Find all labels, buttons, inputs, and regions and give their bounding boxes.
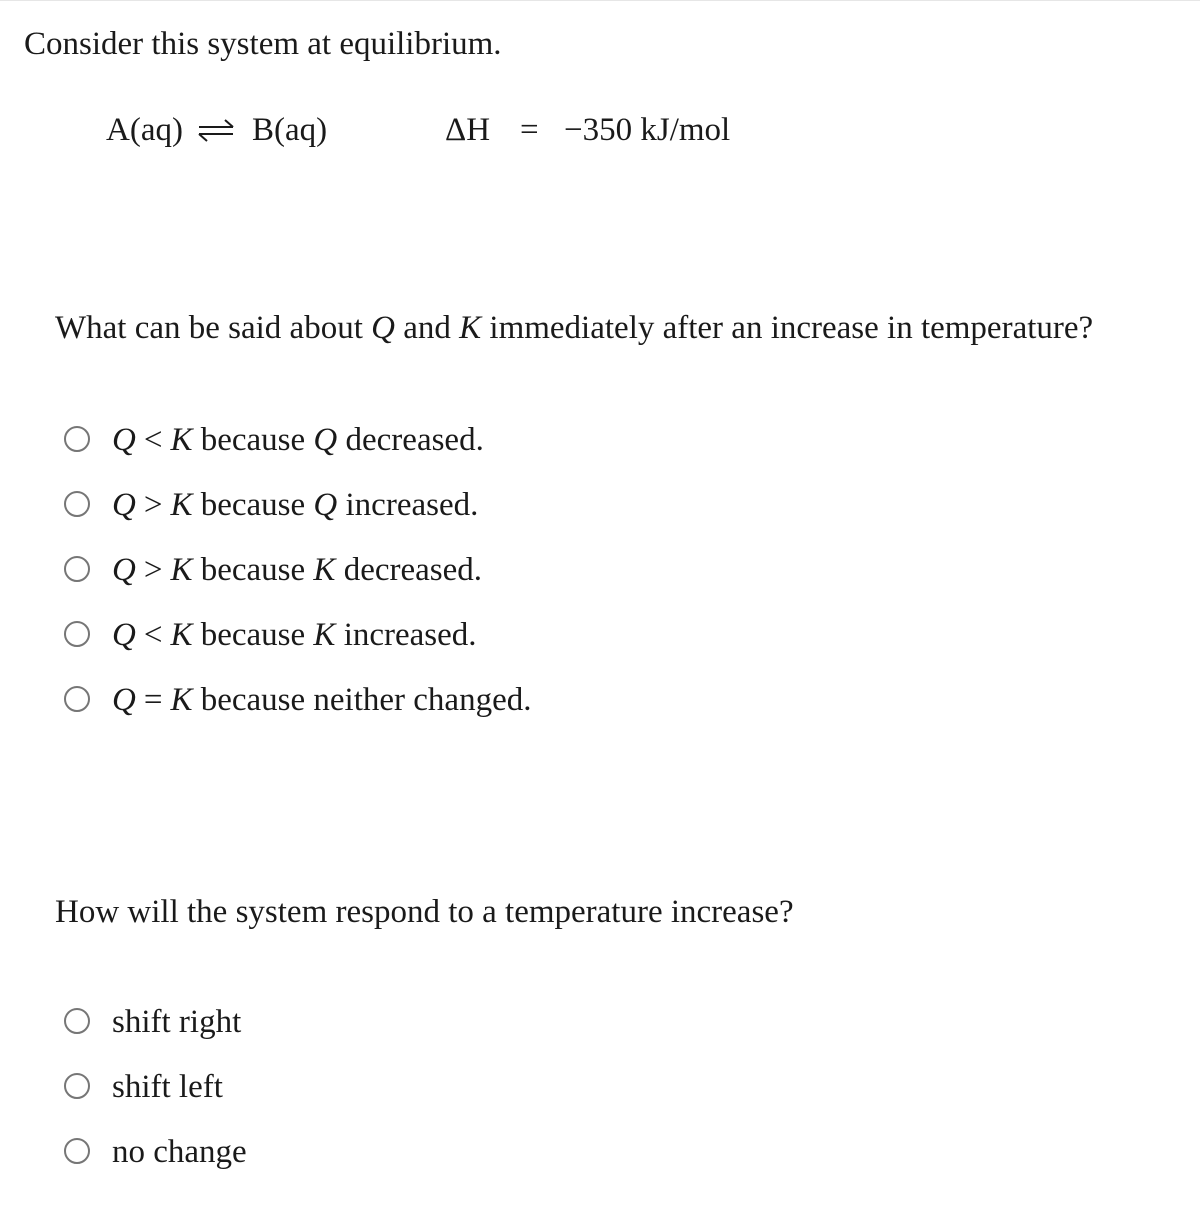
option-label[interactable] bbox=[112, 680, 531, 720]
radio-button[interactable] bbox=[64, 556, 90, 582]
delta-h: ΔH bbox=[445, 112, 491, 148]
reactant-label: A(aq) bbox=[106, 112, 183, 148]
radio-button[interactable] bbox=[64, 621, 90, 647]
option-q: Q bbox=[112, 617, 136, 653]
option-label[interactable]: no change bbox=[112, 1134, 247, 1170]
option-q: Q bbox=[112, 422, 136, 458]
q1-var-k: K bbox=[459, 310, 482, 346]
q1-var-q: Q bbox=[371, 310, 395, 346]
option-k: K bbox=[170, 682, 193, 718]
question-2-text: How will the system respond to a temperature increase? bbox=[55, 894, 794, 930]
option-label[interactable] bbox=[112, 615, 477, 655]
option-rest: increased. bbox=[337, 487, 479, 523]
option-var: K bbox=[313, 617, 336, 653]
radio-button[interactable] bbox=[64, 1073, 90, 1099]
equilibrium-arrow-icon bbox=[195, 116, 239, 144]
radio-button[interactable] bbox=[64, 426, 90, 452]
option-because: because bbox=[192, 617, 314, 653]
option-because: because neither changed. bbox=[192, 682, 532, 718]
reaction-equation bbox=[106, 106, 906, 154]
option-q: Q bbox=[112, 552, 136, 588]
option-because: because bbox=[192, 422, 314, 458]
q1-text-before: What can be said about bbox=[55, 310, 372, 346]
option-label[interactable]: shift right bbox=[112, 1004, 242, 1040]
intro-text: Consider this system at equilibrium. bbox=[24, 26, 502, 62]
option-because: because bbox=[192, 552, 314, 588]
question-1-text bbox=[55, 306, 1093, 350]
radio-button[interactable] bbox=[64, 1138, 90, 1164]
radio-button[interactable] bbox=[64, 1008, 90, 1034]
option-rest: increased. bbox=[335, 617, 477, 653]
option-operator: = bbox=[143, 682, 163, 718]
option-k: K bbox=[170, 552, 193, 588]
option-k: K bbox=[170, 422, 193, 458]
option-q: Q bbox=[112, 487, 136, 523]
option-q: Q bbox=[112, 682, 136, 718]
option-operator: > bbox=[143, 552, 163, 588]
option-operator: > bbox=[143, 487, 163, 523]
enthalpy-equals: = bbox=[520, 112, 539, 148]
option-label[interactable]: shift left bbox=[112, 1069, 223, 1105]
option-k: K bbox=[170, 487, 193, 523]
top-divider bbox=[0, 0, 1200, 1]
option-operator: < bbox=[143, 422, 163, 458]
option-var: Q bbox=[313, 487, 338, 523]
option-operator: < bbox=[143, 617, 163, 653]
radio-button[interactable] bbox=[64, 491, 90, 517]
option-rest: decreased. bbox=[337, 422, 484, 458]
option-var: Q bbox=[313, 422, 338, 458]
option-rest: decreased. bbox=[335, 552, 483, 588]
q1-text-mid: and bbox=[394, 310, 460, 346]
option-label[interactable] bbox=[112, 550, 482, 590]
option-label[interactable] bbox=[112, 485, 478, 525]
option-label[interactable] bbox=[112, 420, 484, 460]
q1-text-after: immediately after an increase in temperature? bbox=[481, 310, 1094, 346]
option-var: K bbox=[313, 552, 336, 588]
option-k: K bbox=[170, 617, 193, 653]
product-label: B(aq) bbox=[252, 112, 328, 148]
enthalpy-value: −350 kJ/mol bbox=[564, 112, 731, 148]
option-because: because bbox=[192, 487, 314, 523]
radio-button[interactable] bbox=[64, 686, 90, 712]
enthalpy-symbol bbox=[445, 106, 490, 154]
